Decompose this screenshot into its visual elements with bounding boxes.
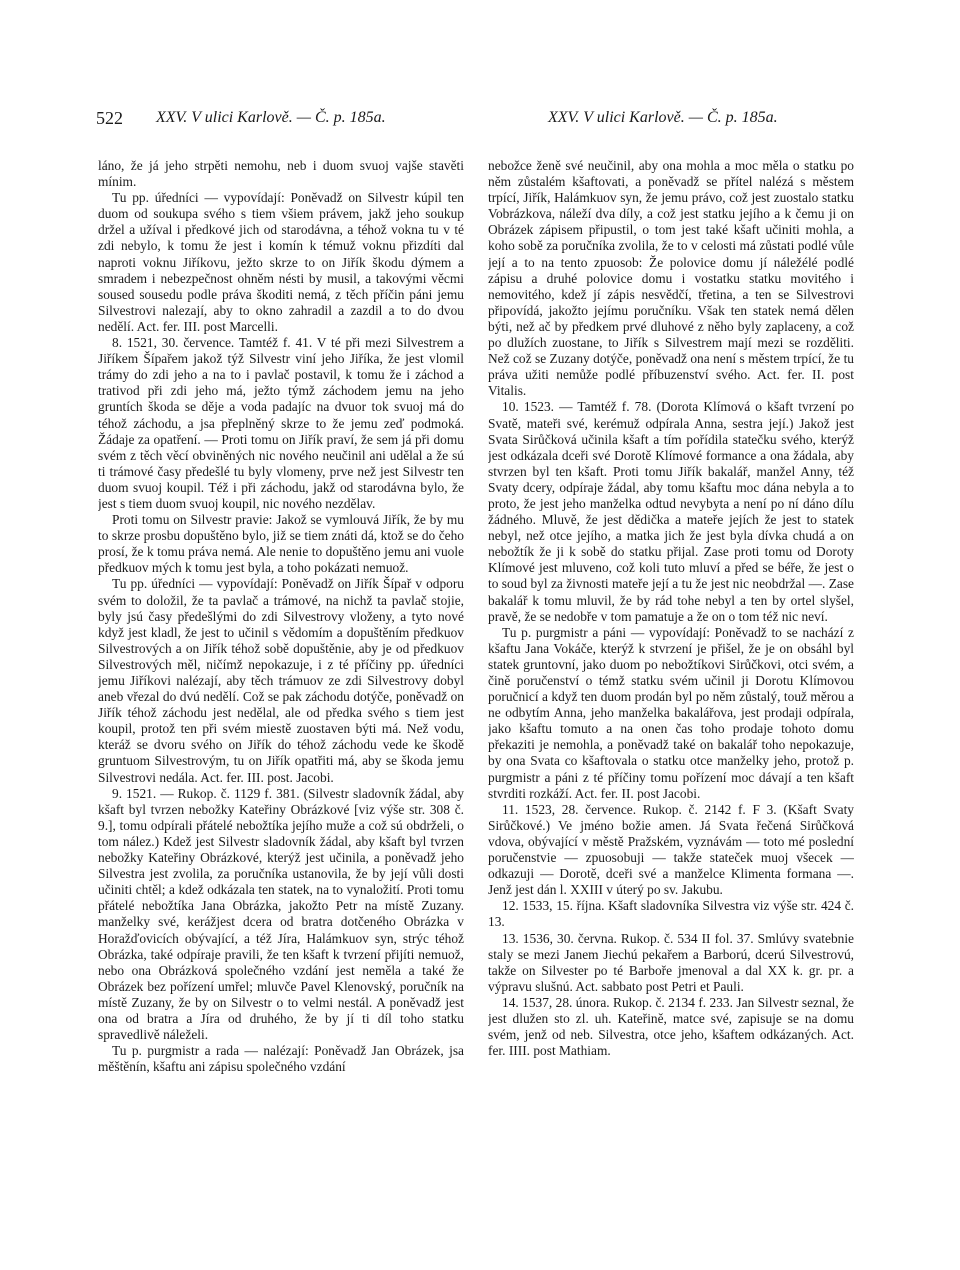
paragraph: 12. 1533, 15. října. Kšaft sladovníka Silvestra viz výše str. 424 č. 13. (488, 898, 854, 930)
paragraph: Proti tomu on Silvestr pravie: Jakož se vymlouvá Jiřík, že by mu to skrze prosbu dopuštěno bylo, již se tiem znáti dá, ktož se do čeho prosí, že k tomu práva nemá. Ale nenie to dopuštěno jemu ani vuole předkuov mých k tomu jest byla, a toho pokázati nemuož. (98, 512, 464, 576)
running-title-left: XXV. V ulici Karlově. — Č. p. 185a. (156, 109, 386, 126)
page-header (0, 108, 960, 138)
paragraph: Tu p. purgmistr a páni — vypovídají: Poněvadž to se nachází z kšaftu Jana Vokáče, kterýž k stvrzení je přišel, že je on obsáhl byl statek gruntovní, jako duom po nebožtíkovi Sirůčkovi, otci svém, a čině poručenství o témž statku svém učinil ji Dorotu Klímovou poručnicí a když ten duom prodán byl po něm zůstalý, touž měrou a ne odbytím Anna, jeho manželka bakalářova, jest prodaji odpírala, jako kšaftu tomuto a na onen čas toho prodaje tohoto domu překaziti je nemohla, a poněvadž také on bakalář toho nepokazuje, by ona Svata co kšaftovala o statku otce manželky jeho, protož p. purgmistr a páni z té příčiny tomu pořízení moc dávají a ten kšaft stvrditi rozkáží. Act. fer. II. post Jacobi. (488, 624, 854, 801)
paragraph: 9. 1521. — Rukop. č. 1129 f. 381. (Silvestr sladovník žádal, aby kšaft byl tvrzen nebožky Kateřiny Obrázkové [viz výše str. 308 č. 9.], tomu odpírali přátelé nebožtíka jejího muže a což sú obdrželi, o tom nález.) Kdež jest Silvestr sladovník žádal, aby kšaft byl tvrzen nebožky Kateřiny Obrázkové, kterýž jest učinila, a poněvadž jeho Silvestra jest zvolila, za poručníka ustanovila, že by její vůli dosti učiniti chtěl; a kdež odkázala ten statek, na to vynaložití. Proti tomu přátelé nebožtíka Jana Obrázka, jakožto Petr na místě Zuzany. manželky své, kerážjest dcera od bratra dotčeného Obrázka v Horažďovicích obývající, a též Jíra, Halámkuov syn, strýc téhož Obrázka, také odpíraje pravili, že ten kšaft k tvrzení přijíti nemuož, nebo ona Obrázková společného vzdání jest neměla a také že Obrázek bez pořízení umřel; mluvče Pavel Klenovský, poručník na místě Zuzany, že by on Silvestr o to velmi nestál. A poněvadž jest ona od bratra a Jíra od druhého, že by jí ti díl toho statku spravedlivě náleželi. (98, 785, 464, 1043)
paragraph: 11. 1523, 28. července. Rukop. č. 2142 f. F 3. (Kšaft Svaty Sirůčkové.) Ve jméno božie amen. Já Svata řečená Sirůčková vdova, obývající v městě Pražském, vyznávám — toto mé poslední poručenstvie — zpuosobuji — takže stateček muoj všecek — odkazuji — Dorotě, dceři své a manželce Klimenta formana —. Jenž jest dán l. XXIII v úterý po sv. Jakubu. (488, 801, 854, 898)
paragraph: 13. 1536, 30. června. Rukop. č. 534 II fol. 37. Smlúvy svatebnie staly se mezi Janem Jiechú pekařem a Barború, dcerú Silvestrovú, takže on Silvester po té Barboře jmenoval a dal XX k. gr. pr. a výpravu slušnú. Act. sabbato post Petri et Pauli. (488, 930, 854, 994)
paragraph: Tu p. purgmistr a rada — nalézají: Poněvadž Jan Obrázek, jsa měštěnín, kšaftu ani zápisu společného vzdání (98, 1043, 464, 1075)
paragraph: Tu pp. úředníci — vypovídají: Poněvadž on Silvestr kúpil ten duom od soukupa svého s tiem všiem právem, jakž jeho soukup držel a užíval i předkové jich od starodávna, a téhož vokna tu v té zdi nebylo, k tomu že jest i komín k témuž voknu přizdíti dal naproti voknu Jiříkovu, ježto skrze to on Jiřík škodu dýmem a smradem i nebezpečnost ohněm nésti by musil, a takovými věcmi soused sousedu podle práva škoditi nemá, z těch příčin páni jemu Silvestrovi nalezají, aby to okno zahradil a zazdil a to do dvou nedělí. Act. fer. III. post Marcelli. (98, 190, 464, 334)
paragraph: 8. 1521, 30. července. Tamtéž f. 41. V té při mezi Silvestrem a Jiříkem Šípařem jakož týž Silvestr viní jeho Jiříka, že jest vlomil trámy do zdi jeho a na to i pavlač postavil, k tomu že i záchod a trativod při zdi jeho má, ježto týmž záchodem jemu na jeho gruntích škoda se děje a voda padajíc na dvuor tok svuoj má do téhož záchodu, a jsa přeplněný skrze to že jemu zeď podmoká. Žádaje za opatření. — Proti tomu on Jiřík praví, že sem já při domu svém z těch věcí obviněných nic nového neučinil ani udělal a že sú ti trámové časy předešlé tu byly vlomeny, prve než jest Silvestr ten duom svuoj koupil. Též i při záchodu, jakž od starodávna bylo, že jest s tiem duom svuoj koupil, nic nového nezdělav. (98, 335, 464, 511)
right-column (488, 158, 854, 1243)
running-title-right: XXV. V ulici Karlově. — Č. p. 185a. (548, 109, 778, 126)
paragraph: nebožce ženě své neučinil, aby ona mohla a moc měla o statku po něm zůstalém kšaftovati, a poněvadž se přítel nalézá s městem trpící, Jiřík, Halámkuov syn, že jemu právo, což jest zuostalo statku Vobrázkova, náleží dva díly, a což jest statku jejího a k čemu ji on Obrázek zápisem připustil, o tom jest také kšaft učiniti mohla, a koho sobě za poručníka zvolila, že to v celosti má zůstati podlé vůle její a to na tento zpuosob: Že polovice domu jí náležélé podlé zápisu a druhé polovice domu i vostatku statku movitého i nemovitého, kdež jí zápis nesvědčí, třetina, a ten se Silvestrovi připovídá, jakožto jejímu poručníku. Však ten statek nemá dělen býti, než ač by předkem prvé dluhové z něho byly zaplaceny, a což po dlužích zuostane, to Jiřík s Silvestrem mají mezi se rozděliti. Než což se Zuzany dotýče, poněvadž ona není s městem trpící, že tu práva užiti nemůže podlé příbuzenství svého. Act. fer. II. post Vitalis. (488, 158, 854, 399)
paragraph: láno, že já jeho strpěti nemohu, neb i duom svuoj vajše stavěti mínim. (98, 158, 464, 190)
paragraph: 14. 1537, 28. února. Rukop. č. 2134 f. 233. Jan Silvestr seznal, že jest dlužen sto zl. uh. Kateřině, matce své, zapisuje se na domu svém, jenž od neb. Silvestra, otce jeho, kšaftem odkázaných. Act. fer. IIII. post Mathiam. (488, 994, 854, 1059)
paragraph: Tu pp. úředníci — vypovídají: Poněvadž on Jiřík Šípař v odporu svém to doložil, že ta pavlač a trámové, na nichž ta pavlač stojie, byly jsú časy předešlými do zdi Silvestrovy vloženy, a tyto nové když jest kladl, že jest to učinil s vědomím a dopuštěním předkuov Silvestrových a on Jiřík téhož sobě dopuštěnie, aby je od předkuov Silvestrových měl, ničímž nepokazuje, i z té příčiny pp. úředníci jemu Jiříkovi nalézají, aby těch trámuov ze zdi Silvestrovy dobyl aneb vřezal do dvú nedělí. Což se pak záchodu dotýče, poněvadž on Jiřík téhož záchodu jest nedělal, ale od předka svého s tiem jest koupil, protož ten při svém miestě zuostaven býti má. Než vodu, kteráž se dvoru svého on Jiřík do téhož záchodu vede ke škodě gruntuom Silvestrovým, tu on Jiřík opatřiti má, aby se škoda jemu Silvestrovi nedála. Act. fer. III. post. Jacobi. (98, 576, 464, 785)
page-number: 522 (96, 108, 123, 128)
paragraph: 10. 1523. — Tamtéž f. 78. (Dorota Klímová o kšaft tvrzení po Svatě, mateři své, kerémuž odpírala Anna, sestra její.) Jakož jest Svata Sirůčková učinila kšaft a tím pořídila statečku svého, kterýž jest odkázala dceři své Dorotě Klímové formance a ona žádala, aby stvrzen byl ten kšaft. Proti tomu Jiřík bakalář, manžel Anny, též Svaty dcery, odpíraje žádal, aby tomu kšaftu moc dána nebyla a to proto, že jest jeho manželka odtud nevybyta a není po ní dáno dílu žádného. Mluvě, že jest dědička a mateře jejích že jest to statek nebyl, než otce jejího, a matka jich že jest byla dívka chudá a on nebožtík že ji k sobě do statku přijal. Zase proti tomu od Doroty Klímové jest mluveno, což koli tuto mluví a před se béře, že jest o to soud byl za živnosti mateře její a tu že jest nic neobdržal —. Zase bakalář k tomu mluvil, že by rád tohe nebyl a ten by ortel slyšel, pravě, že se nedobře v tom pamatuje a že on o tom též nic neví. (488, 399, 854, 624)
left-column (98, 158, 464, 1243)
